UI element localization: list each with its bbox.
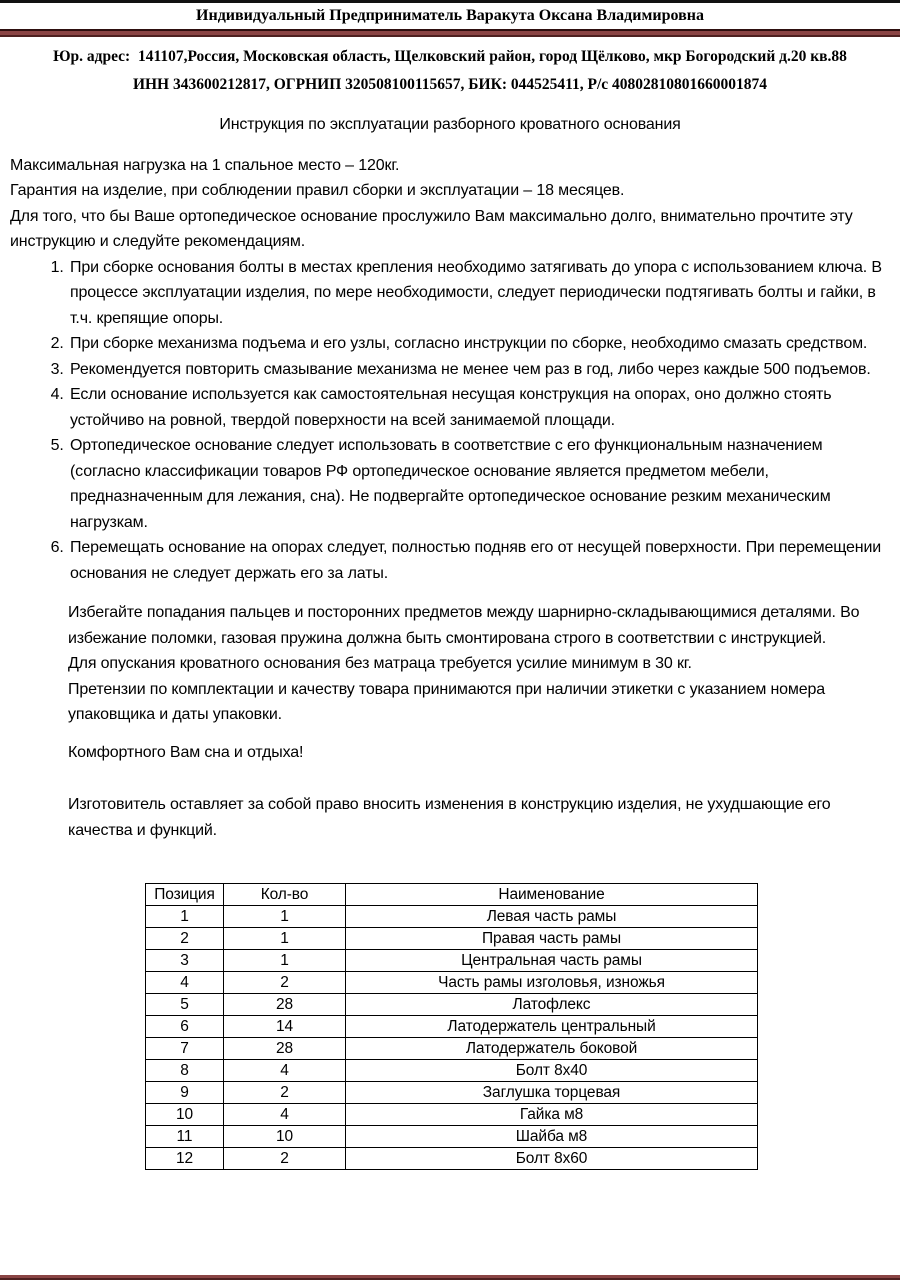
- instruction-item: 1. При сборке основания болты в местах крепления необходимо затягивать до упора с использованием ключа. В процессе эксплуатации изделия, по мере необходимости, следует периодически подтягивать болты и гайки, в т.ч. крепящие опоры.: [68, 255, 890, 332]
- intro-section: [10, 153, 890, 255]
- table-row: [146, 906, 758, 928]
- intro-paragraph: Гарантия на изделие, при соблюдении правил сборки и эксплуатации – 18 месяцев.: [10, 182, 625, 199]
- note-paragraph: Для опускания кроватного основания без матраца требуется усилие минимум в 30 кг.: [68, 655, 692, 672]
- notes-section: [68, 600, 888, 728]
- cell-name: Центральная часть рамы: [346, 950, 758, 972]
- top-border-line: [0, 0, 900, 3]
- table-row: [146, 1148, 758, 1170]
- table-row: [146, 1082, 758, 1104]
- cell-position: 5: [146, 994, 224, 1016]
- cell-name: Правая часть рамы: [346, 928, 758, 950]
- cell-quantity: 4: [224, 1104, 346, 1126]
- table-row: [146, 950, 758, 972]
- cell-position: 4: [146, 972, 224, 994]
- table-row: [146, 1126, 758, 1148]
- intro-paragraph: Для того, что бы Ваше ортопедическое основание прослужило Вам максимально долго, внимательно прочтите эту инструкцию и следуйте рекомендациям.: [10, 207, 853, 250]
- cell-name: Часть рамы изголовья, изножья: [346, 972, 758, 994]
- closing-line: Комфортного Вам сна и отдыха!: [68, 743, 304, 761]
- cell-name: Болт 8х60: [346, 1148, 758, 1170]
- company-name: Индивидуальный Предприниматель Варакута Оксана Владимировна: [196, 7, 704, 24]
- page-title: Инструкция по эксплуатации разборного кроватного основания: [219, 116, 681, 133]
- instruction-item: 2. При сборке механизма подъема и его узлы, согласно инструкции по сборке, необходимо смазать средством.: [68, 331, 890, 357]
- cell-name: Латодержатель центральный: [346, 1016, 758, 1038]
- cell-quantity: 2: [224, 972, 346, 994]
- instructions-list: [0, 255, 890, 587]
- cell-position: 6: [146, 1016, 224, 1038]
- col-header-position: Позиция: [146, 884, 224, 906]
- note-paragraph: Избегайте попадания пальцев и посторонних предметов между шарнирно-складывающимися деталями. Во избежание поломки, газовая пружина должна быть смонтирована строго в соответствии с инструкцией.: [68, 604, 860, 647]
- cell-position: 1: [146, 906, 224, 928]
- table-row: [146, 1104, 758, 1126]
- cell-quantity: 1: [224, 906, 346, 928]
- instruction-item: 6. Перемещать основание на опорах следует, полностью подняв его от несущей поверхности. При перемещении основания не следует держать его за латы.: [68, 535, 890, 586]
- cell-name: Гайка м8: [346, 1104, 758, 1126]
- cell-position: 7: [146, 1038, 224, 1060]
- cell-quantity: 1: [224, 928, 346, 950]
- instruction-item: 5. Ортопедическое основание следует использовать в соответствие с его функциональным назначением (согласно классификации товаров РФ ортопедическое основание является предметом мебели, предназначенным для лежания, сна). Не подвергайте ортопедическое основание резким механическим нагрузкам.: [68, 433, 890, 535]
- table-row: [146, 1060, 758, 1082]
- cell-position: 11: [146, 1126, 224, 1148]
- cell-quantity: 14: [224, 1016, 346, 1038]
- cell-name: Болт 8х40: [346, 1060, 758, 1082]
- company-requisites: ИНН 343600212817, ОГРНИП 320508100115657, БИК: 044525411, Р/с 40802810801660001874: [132, 76, 768, 93]
- table-row: [146, 928, 758, 950]
- cell-position: 8: [146, 1060, 224, 1082]
- cell-position: 3: [146, 950, 224, 972]
- note-paragraph: Претензии по комплектации и качеству товара принимаются при наличии этикетки с указанием номера упаковщика и даты упаковки.: [68, 680, 826, 723]
- cell-position: 2: [146, 928, 224, 950]
- table-row: [146, 1016, 758, 1038]
- cell-quantity: 10: [224, 1126, 346, 1148]
- cell-quantity: 2: [224, 1148, 346, 1170]
- cell-quantity: 4: [224, 1060, 346, 1082]
- cell-quantity: 2: [224, 1082, 346, 1104]
- table-row: [146, 1038, 758, 1060]
- cell-name: Левая часть рамы: [346, 906, 758, 928]
- instruction-item: 3. Рекомендуется повторить смазывание механизма не менее чем раз в год, либо через каждые 500 подъемов.: [68, 357, 890, 383]
- manufacturer-note: Изготовитель оставляет за собой право вносить изменения в конструкцию изделия, не ухудшающие его качества и функций.: [68, 796, 831, 839]
- cell-name: Латофлекс: [346, 994, 758, 1016]
- cell-quantity: 1: [224, 950, 346, 972]
- table-row: [146, 972, 758, 994]
- cell-quantity: 28: [224, 1038, 346, 1060]
- cell-name: Заглушка торцевая: [346, 1082, 758, 1104]
- cell-position: 9: [146, 1082, 224, 1104]
- header-accent-line: [0, 29, 900, 37]
- cell-name: Латодержатель боковой: [346, 1038, 758, 1060]
- col-header-quantity: Кол-во: [224, 884, 346, 906]
- table-row: [146, 994, 758, 1016]
- footer-accent-line: [0, 1275, 900, 1280]
- cell-quantity: 28: [224, 994, 346, 1016]
- cell-name: Шайба м8: [346, 1126, 758, 1148]
- table-header-row: [146, 884, 758, 906]
- cell-position: 10: [146, 1104, 224, 1126]
- parts-table-body: [146, 906, 758, 1170]
- parts-table: [145, 883, 758, 1170]
- company-address: Юр. адрес: 141107,Россия, Московская область, Щелковский район, город Щёлково, мкр Богородский д.20 кв.88: [53, 48, 847, 65]
- cell-position: 12: [146, 1148, 224, 1170]
- intro-paragraph: Максимальная нагрузка на 1 спальное место – 120кг.: [10, 156, 400, 174]
- instruction-item: 4. Если основание используется как самостоятельная несущая конструкция на опорах, оно должно стоять устойчиво на ровной, твердой поверхности на всей занимаемой площади.: [68, 382, 890, 433]
- col-header-name: Наименование: [346, 884, 758, 906]
